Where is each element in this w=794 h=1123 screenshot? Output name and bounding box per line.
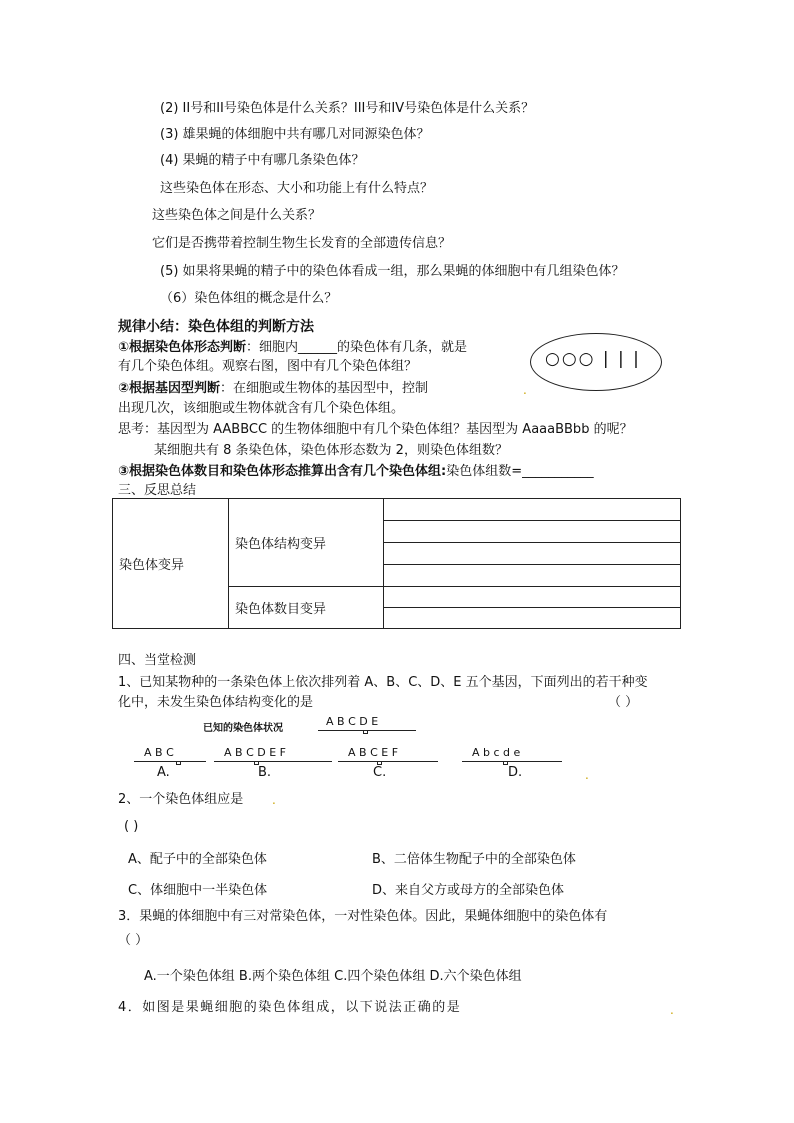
rule-2 (118, 380, 428, 398)
question-4: (4) 果蝇的精子中有哪几条染色体？ (160, 153, 365, 168)
table-cell-blank[interactable] (384, 521, 681, 543)
table-cell-structure: 染色体结构变异 (229, 499, 384, 587)
rule-3-tail: 染色体组数=___________ (446, 464, 594, 479)
section-4-title: 四、当堂检测 (118, 653, 197, 668)
test-q1-answer[interactable]: （ ） (608, 695, 639, 710)
table-cell-blank[interactable] (384, 499, 681, 521)
test-q2-option-a: A、配子中的全部染色体 (128, 852, 267, 867)
question-3: (3) 雄果蝇的体细胞中共有哪几对同源染色体？ (160, 127, 430, 142)
centromere (176, 761, 181, 765)
test-q1-line1: 1、已知某物种的一条染色体上依次排列着 A、B、C、D、E 五个基因，下面列出的若干种变 (118, 675, 648, 690)
table-cell-blank[interactable] (384, 565, 681, 587)
question-4c: 它们是否携带着控制生物生长发育的全部遗传信息？ (152, 236, 452, 251)
rule-2-text: ：在细胞或生物体的基因型中，控制 (220, 381, 429, 396)
centromere (363, 730, 368, 734)
option-d-genes: A b c d e (472, 746, 521, 759)
section-3-title: 三、反思总结 (118, 483, 197, 498)
test-q2-option-c: C、体细胞中一半染色体 (128, 883, 268, 898)
rules-title: 规律小结：染色体组的判断方法 (118, 319, 314, 335)
known-genes: A B C D E (326, 715, 379, 728)
table-cell-blank[interactable] (384, 608, 681, 629)
question-6: （6）染色体组的概念是什么？ (160, 291, 338, 306)
rule-3-head: ③根据染色体数目和染色体形态推算出含有几个染色体组: (118, 464, 447, 479)
option-b-label: B. (258, 765, 272, 780)
option-d-label: D. (508, 765, 523, 780)
test-q2-answer[interactable]: ( ) (124, 819, 139, 834)
option-d-chromosome (462, 761, 562, 762)
option-a-label: A. (157, 765, 170, 780)
test-q3-answer[interactable]: （ ） (118, 933, 149, 948)
test-q3-options: A.一个染色体组 B.两个染色体组 C.四个染色体组 D.六个染色体组 (144, 969, 522, 984)
test-q4: 4．如图是果蝇细胞的染色体组成，以下说法正确的是 (118, 1000, 462, 1015)
table-cell-variation: 染色体变异 (113, 499, 229, 629)
rule-2-head: ②根据基因型判断 (118, 381, 221, 396)
test-q1-line2: 化中，未发生染色体结构变化的是 (118, 695, 314, 710)
rule-3 (118, 463, 594, 481)
option-a-genes: A B C (144, 746, 174, 759)
test-q2-option-b: B、二倍体生物配子中的全部染色体 (372, 852, 576, 867)
table-cell-number: 染色体数目变异 (229, 587, 384, 629)
rule-1 (118, 339, 467, 357)
rule-1-line2: 有几个染色体组。观察右图，图中有几个染色体组？ (118, 359, 418, 374)
rule-1-text: ：细胞内______的染色体有几条，就是 (246, 340, 468, 355)
think: 思考：基因型为 AABBCC 的生物体细胞中有几个染色体组？基因型为 AaaaBBbb 的呢？ (118, 422, 633, 437)
question-2: (2) II号和II号染色体是什么关系？III号和IV号染色体是什么关系？ (160, 101, 535, 116)
question-5: (5) 如果将果蝇的精子中的染色体看成一组，那么果蝇的体细胞中有几组染色体？ (160, 264, 625, 279)
option-c-label: C. (373, 765, 387, 780)
test-q2-option-d: D、来自父方或母方的全部染色体 (372, 883, 565, 898)
think-2: 某细胞共有 8 条染色体，染色体形态数为 2，则染色体组数？ (154, 443, 508, 458)
option-c-chromosome (338, 761, 438, 762)
option-a-chromosome (134, 761, 206, 762)
question-4b: 这些染色体之间是什么关系？ (152, 208, 322, 223)
table-cell-blank[interactable] (384, 543, 681, 565)
test-q3: 3．果蝇的体细胞中有三对常染色体，一对性染色体。因此，果蝇体细胞中的染色体有 (118, 909, 608, 924)
oval-chromosomes: ○○○ | | | (545, 349, 641, 369)
rule-1-head: ①根据染色体形态判断 (118, 340, 247, 355)
rule-2-line2: 出现几次，该细胞或生物体就含有几个染色体组。 (118, 401, 405, 416)
reflection-table (112, 498, 681, 629)
option-b-chromosome (214, 761, 332, 762)
option-b-genes: A B C D E F (224, 746, 286, 759)
option-c-genes: A B C E F (348, 746, 399, 759)
known-label: 已知的染色体状况 (203, 723, 283, 734)
test-q2: 2、一个染色体组应是 (118, 792, 244, 807)
question-4a: 这些染色体在形态、大小和功能上有什么特点？ (160, 181, 434, 196)
table-cell-blank[interactable] (384, 587, 681, 608)
